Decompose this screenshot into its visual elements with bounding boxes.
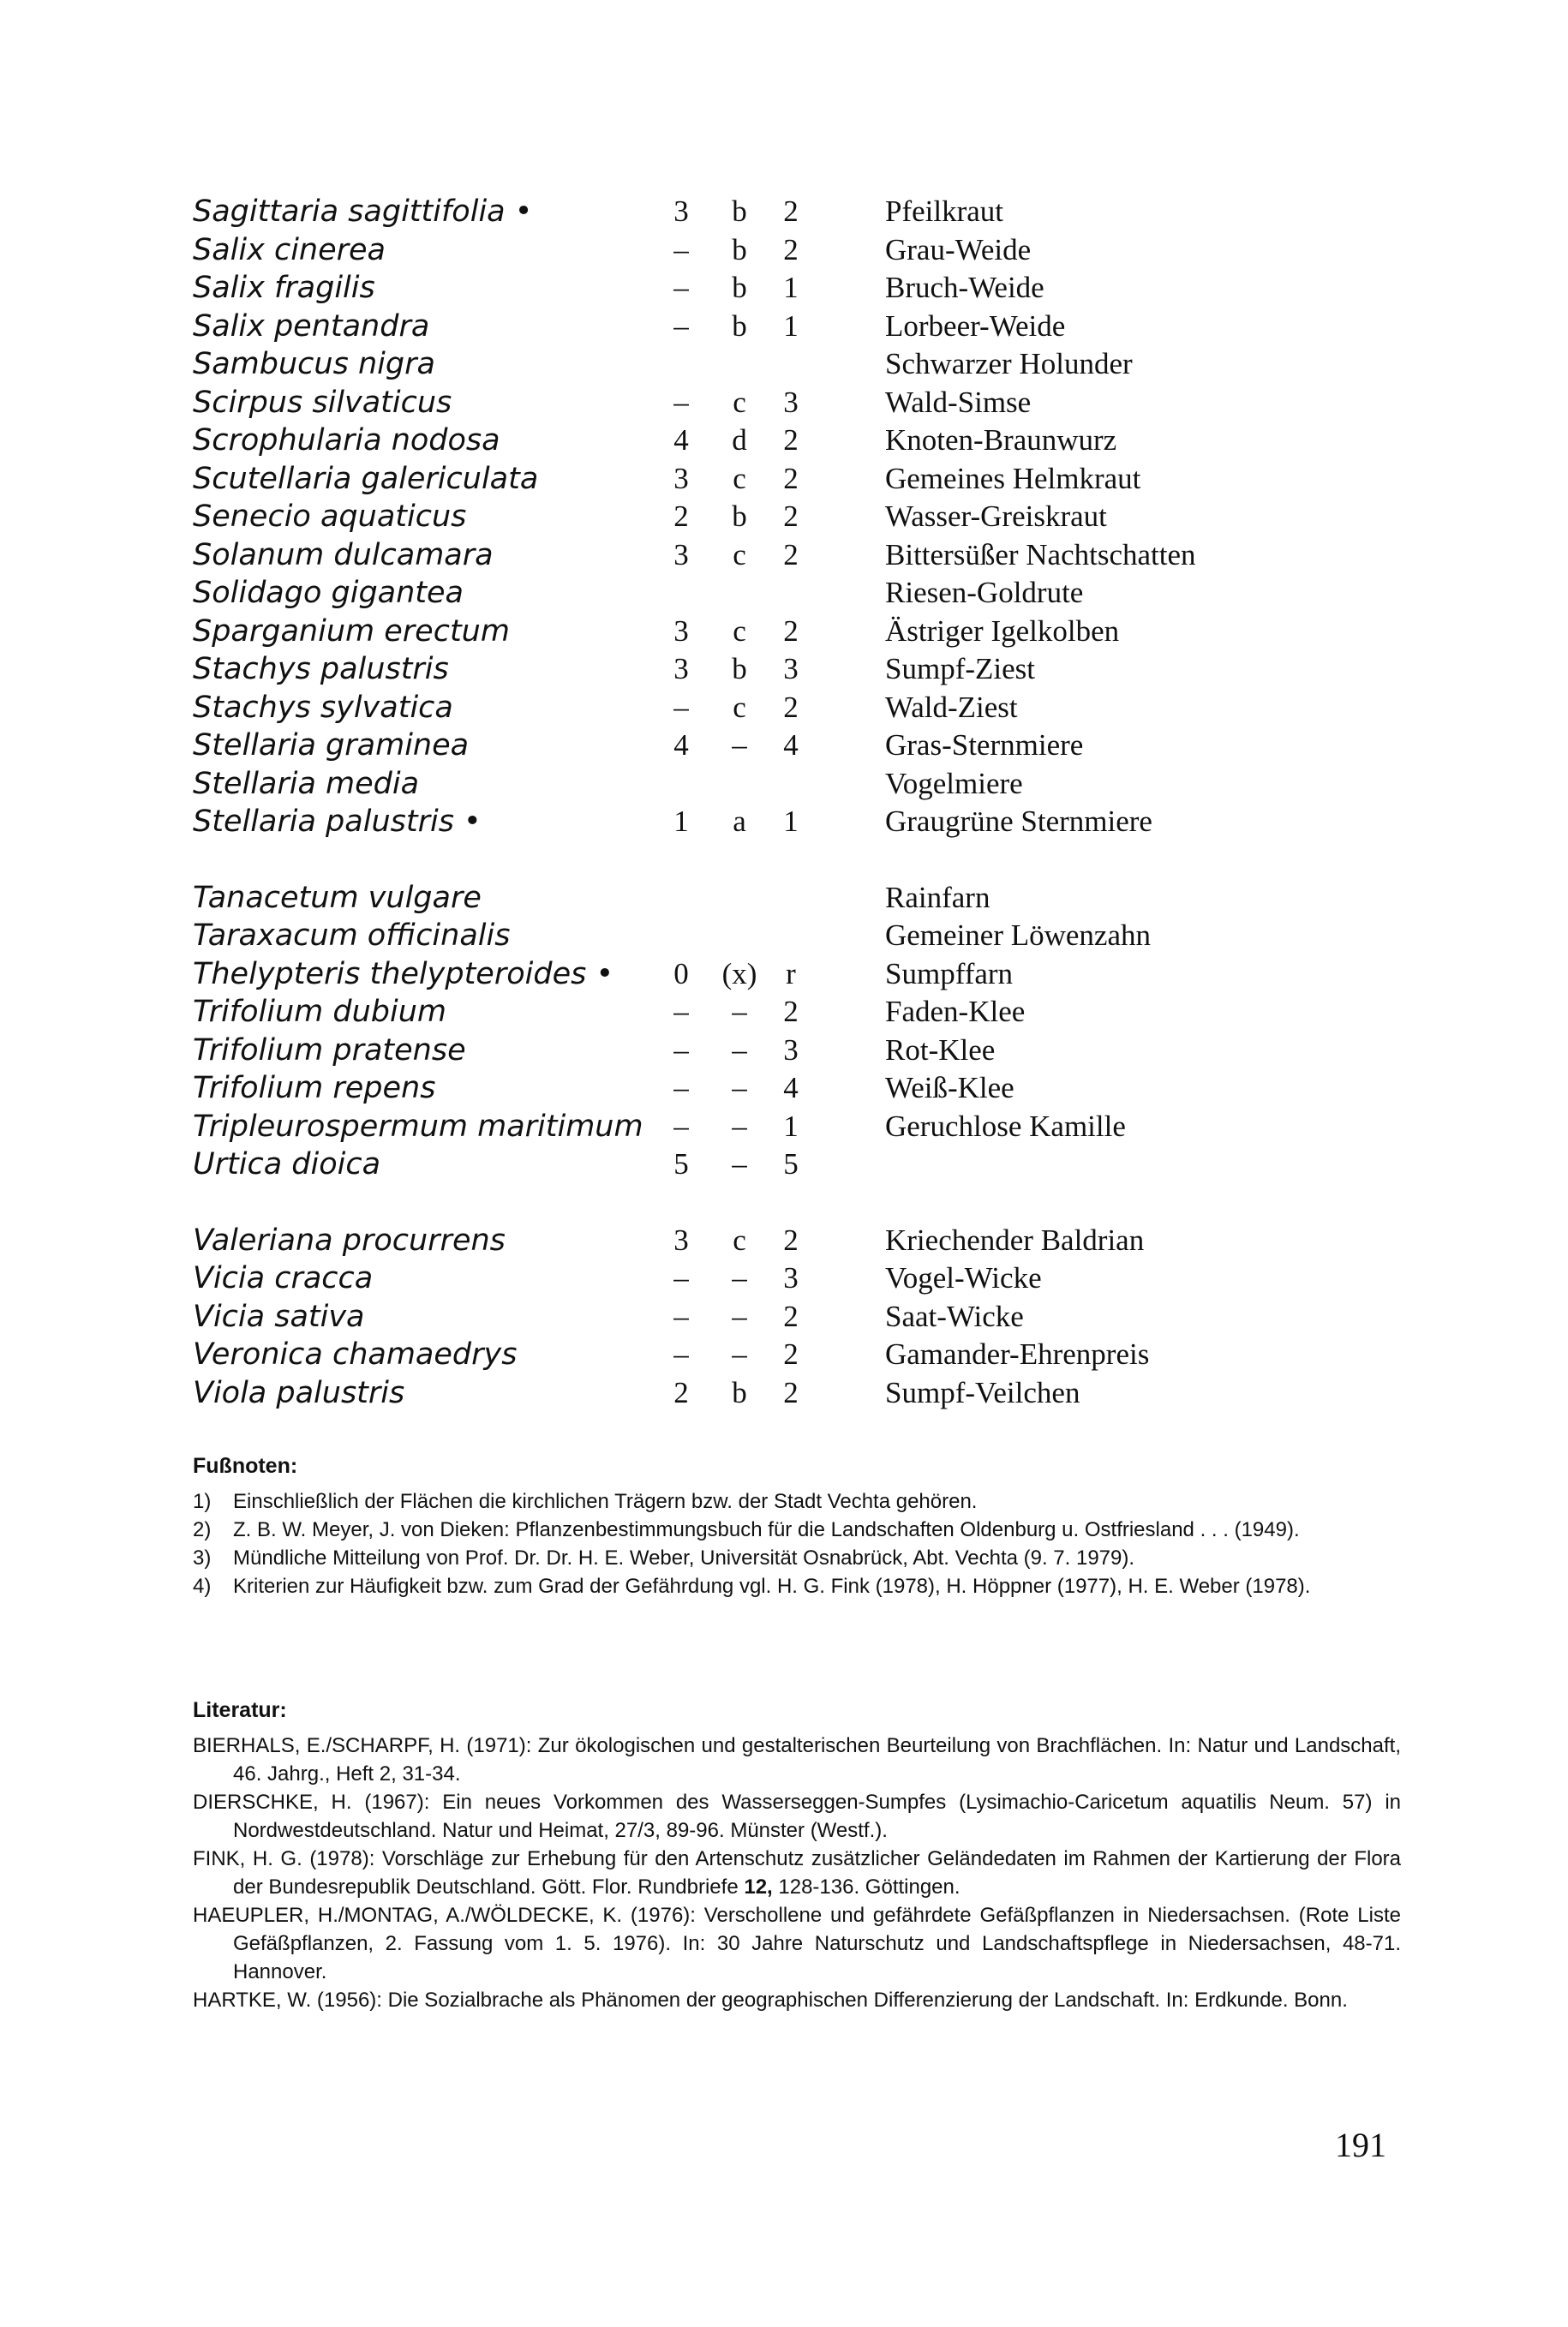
- value-col-1: 3: [673, 537, 689, 571]
- value-col-2: b: [732, 1375, 747, 1409]
- table-row: [193, 727, 1418, 765]
- value-col-2: –: [732, 995, 747, 1028]
- value-col-3: 2: [783, 690, 799, 724]
- value-col-3: 1: [783, 805, 799, 838]
- value-col-2: –: [732, 1261, 747, 1295]
- table-row: [193, 231, 1418, 270]
- german-name: Faden-Klee: [885, 995, 1026, 1028]
- value-col-3: 1: [783, 271, 799, 304]
- literature-heading: Literatur:: [193, 1698, 287, 1722]
- value-col-1: –: [673, 1032, 689, 1067]
- footnote-number: 1): [193, 1490, 212, 1513]
- latin-name: Thelypteris thelypteroides •: [193, 956, 614, 991]
- german-name: Lorbeer-Weide: [885, 308, 1066, 343]
- value-col-2: c: [733, 613, 746, 648]
- footnote-text: Einschließlich der Flächen die kirchlichen Trägern bzw. der Stadt Vechta gehören.: [233, 1490, 978, 1513]
- table-row: [193, 193, 1418, 231]
- literature-item: [193, 1845, 1401, 1901]
- table-row: [193, 384, 1418, 422]
- german-name: Gemeines Helmkraut: [885, 461, 1141, 495]
- value-col-1: 3: [673, 613, 689, 648]
- value-col-1: –: [673, 1109, 689, 1143]
- latin-name: Scrophularia nodosa: [193, 423, 500, 458]
- value-col-3: 2: [783, 995, 799, 1028]
- value-col-2: –: [732, 1299, 747, 1333]
- latin-name: Valeriana procurrens: [193, 1223, 506, 1258]
- value-col-2: –: [732, 1109, 747, 1143]
- german-name: Schwarzer Holunder: [885, 347, 1133, 380]
- table-row: [193, 765, 1418, 804]
- value-col-1: 3: [673, 194, 689, 228]
- literature-text: 128-136. Göttingen.: [772, 1875, 961, 1899]
- value-col-1: –: [673, 1299, 689, 1333]
- value-col-2: –: [732, 1147, 747, 1181]
- literature-item: HAEUPLER, H./MONTAG, A./WÖLDECKE, K. (1976): Verschollene und gefährdete Gefäßpflanzen in Niedersachsen. (Rote Liste Gefäßpflanzen, 2. Fassung vom 1. 5. 1976). In: 30 Jahre Naturschutz und Landschaftspflege in Niedersachsen, 48-71. Hannover.: [193, 1904, 1401, 1983]
- footnote-text: Mündliche Mitteilung von Prof. Dr. Dr. H. E. Weber, Universität Osnabrück, Abt. Vechta (9. 7. 1979).: [233, 1546, 1135, 1570]
- table-row: [193, 1108, 1418, 1146]
- value-col-3: 2: [783, 423, 799, 457]
- german-name: Sumpf-Veilchen: [885, 1375, 1080, 1409]
- latin-name: Trifolium dubium: [193, 995, 446, 1029]
- latin-name: Sagittaria sagittifolia •: [193, 194, 533, 229]
- value-col-1: 3: [673, 1223, 689, 1257]
- value-col-2: –: [732, 1032, 747, 1067]
- german-name: Vogelmiere: [885, 766, 1023, 800]
- value-col-3: 2: [783, 194, 799, 228]
- value-col-2: b: [732, 194, 747, 228]
- table-row: [193, 1259, 1418, 1298]
- value-col-3: 2: [783, 1299, 799, 1333]
- latin-name: Sambucus nigra: [193, 347, 435, 381]
- german-name: Pfeilkraut: [885, 194, 1004, 228]
- footnote-item: [193, 1487, 1401, 1516]
- value-col-3: 3: [783, 385, 799, 419]
- literature-volume: 12,: [744, 1875, 773, 1899]
- value-col-3: 2: [783, 1375, 799, 1409]
- table-row: [193, 460, 1418, 499]
- latin-name: Salix cinerea: [193, 232, 386, 267]
- latin-name: Stellaria graminea: [193, 728, 470, 763]
- literature-item: HARTKE, W. (1956): Die Sozialbrache als Phänomen der geographischen Differenzierung der Landschaft. In: Erdkunde. Bonn.: [193, 1989, 1348, 2012]
- latin-name: Trifolium repens: [193, 1071, 436, 1105]
- german-name: Wald-Ziest: [885, 690, 1018, 724]
- value-col-3: 2: [783, 613, 799, 648]
- literature-section: [193, 1696, 1401, 2014]
- german-name: Sumpffarn: [885, 956, 1014, 990]
- value-col-3: 5: [783, 1147, 799, 1181]
- value-col-2: –: [732, 1071, 747, 1104]
- value-col-3: 1: [783, 1109, 799, 1143]
- latin-name: Viola palustris: [193, 1375, 405, 1410]
- latin-name: Tanacetum vulgare: [193, 880, 482, 915]
- footnote-item: [193, 1544, 1401, 1572]
- footnote-number: 3): [193, 1546, 212, 1570]
- footnote-item: [193, 1516, 1401, 1544]
- value-col-1: –: [673, 308, 689, 343]
- notes-section: [193, 1452, 1401, 1600]
- value-col-1: –: [673, 1337, 689, 1371]
- value-col-2: c: [733, 537, 746, 571]
- german-name: Bruch-Weide: [885, 271, 1044, 304]
- latin-name: Solanum dulcamara: [193, 537, 494, 572]
- literature-text: FINK, H. G. (1978): Vorschläge zur Erhebung für den Artenschutz zusätzlicher Geländedaten im Rahmen der Kartierung der Flora der Bundesrepublik Deutschland. Gött. Flor. Rundbriefe: [193, 1847, 1401, 1899]
- latin-name: Tripleurospermum maritimum: [193, 1109, 643, 1144]
- value-col-2: c: [733, 1223, 746, 1257]
- value-col-1: 1: [673, 805, 689, 838]
- value-col-1: –: [673, 271, 689, 304]
- value-col-3: 2: [783, 1223, 799, 1257]
- table-row: [193, 345, 1418, 384]
- latin-name: Salix fragilis: [193, 271, 375, 305]
- table-row: [193, 1222, 1418, 1260]
- value-col-1: 0: [673, 956, 689, 990]
- value-col-1: 5: [673, 1147, 689, 1181]
- latin-name: Vicia sativa: [193, 1299, 365, 1334]
- value-col-3: 2: [783, 1337, 799, 1371]
- value-col-1: –: [673, 1071, 689, 1104]
- value-col-2: d: [732, 423, 747, 457]
- german-name: Sumpf-Ziest: [885, 652, 1035, 685]
- table-row: [193, 613, 1418, 651]
- table-row: [193, 1374, 1418, 1413]
- value-col-1: 2: [673, 499, 689, 533]
- table-row: [193, 574, 1418, 613]
- german-name: Vogel-Wicke: [885, 1261, 1042, 1295]
- table-row: [193, 689, 1418, 727]
- german-name: Graugrüne Sternmiere: [885, 805, 1152, 838]
- value-col-3: 2: [783, 537, 799, 571]
- value-col-2: b: [732, 652, 747, 685]
- german-name: Ästriger Igelkolben: [885, 613, 1120, 648]
- value-col-1: –: [673, 995, 689, 1028]
- latin-name: Trifolium pratense: [193, 1032, 466, 1068]
- species-group-t-u: [193, 879, 1418, 1184]
- value-col-1: –: [673, 232, 689, 266]
- latin-name: Solidago gigantea: [193, 576, 464, 610]
- value-col-2: c: [733, 690, 746, 724]
- value-col-3: 2: [783, 499, 799, 533]
- german-name: Knoten-Braunwurz: [885, 423, 1117, 457]
- value-col-1: 3: [673, 461, 689, 495]
- value-col-1: 3: [673, 652, 689, 685]
- german-name: Rainfarn: [885, 880, 990, 914]
- latin-name: Salix pentandra: [193, 308, 430, 344]
- german-name: Geruchlose Kamille: [885, 1109, 1126, 1143]
- table-row: [193, 1336, 1418, 1374]
- latin-name: Stellaria media: [193, 766, 420, 801]
- value-col-2: a: [733, 805, 746, 838]
- german-name: Riesen-Goldrute: [885, 576, 1084, 609]
- species-group-s: [193, 193, 1418, 841]
- latin-name: Veronica chamaedrys: [193, 1337, 518, 1372]
- literature-item: BIERHALS, E./SCHARPF, H. (1971): Zur ökologischen und gestalterischen Beurteilung von Brachflächen. In: Natur und Landschaft, 46. Jahrg., Heft 2, 31-34.: [193, 1734, 1401, 1786]
- value-col-2: –: [732, 728, 747, 762]
- value-col-1: 4: [673, 728, 689, 762]
- value-col-1: –: [673, 690, 689, 724]
- value-col-1: –: [673, 385, 689, 419]
- value-col-2: b: [732, 499, 747, 533]
- table-row: [193, 536, 1418, 575]
- footnote-item: [193, 1572, 1401, 1600]
- latin-name: Stellaria palustris •: [193, 805, 482, 839]
- footnote-number: 4): [193, 1575, 212, 1598]
- german-name: Saat-Wicke: [885, 1299, 1024, 1333]
- latin-name: Scutellaria galericulata: [193, 461, 539, 496]
- value-col-3: 3: [783, 1032, 799, 1067]
- value-col-1: 4: [673, 423, 689, 457]
- german-name: Rot-Klee: [885, 1032, 996, 1067]
- species-group-v: [193, 1222, 1418, 1413]
- literature-item: DIERSCHKE, H. (1967): Ein neues Vorkommen des Wasserseggen-Sumpfes (Lysimachio-Caricetum aquatilis Neum. 57) in Nordwestdeutschland. Natur und Heimat, 27/3, 89-96. Münster (Westf.).: [193, 1791, 1401, 1842]
- table-row: [193, 993, 1418, 1032]
- value-col-2: b: [732, 308, 747, 343]
- value-col-2: b: [732, 232, 747, 266]
- table-row: [193, 422, 1418, 460]
- footnote-text: Kriterien zur Häufigkeit bzw. zum Grad der Gefährdung vgl. H. G. Fink (1978), H. Höppner (1977), H. E. Weber (1978).: [233, 1575, 1311, 1598]
- value-col-3: 3: [783, 652, 799, 685]
- latin-name: Sparganium erectum: [193, 613, 510, 649]
- latin-name: Senecio aquaticus: [193, 499, 467, 534]
- german-name: Kriechender Baldrian: [885, 1223, 1145, 1257]
- value-col-1: –: [673, 1261, 689, 1295]
- latin-name: Taraxacum officinalis: [193, 918, 511, 953]
- value-col-2: –: [732, 1337, 747, 1371]
- footnotes-heading: Fußnoten:: [193, 1454, 298, 1478]
- footnote-text: Z. B. W. Meyer, J. von Dieken: Pflanzenbestimmungsbuch für die Landschaften Oldenburg u. Ostfriesland . . . (1949).: [233, 1518, 1300, 1541]
- german-name: Gemeiner Löwenzahn: [885, 918, 1151, 952]
- table-row: [193, 650, 1418, 689]
- value-col-3: 1: [783, 308, 799, 343]
- table-row: [193, 1069, 1418, 1108]
- value-col-2: c: [733, 385, 746, 419]
- value-col-3: 3: [783, 1261, 799, 1295]
- german-name: Gamander-Ehrenpreis: [885, 1337, 1150, 1371]
- table-row: [193, 1146, 1418, 1184]
- value-col-1: 2: [673, 1375, 689, 1409]
- footnote-number: 2): [193, 1518, 212, 1541]
- table-row: [193, 955, 1418, 994]
- table-row: [193, 917, 1418, 955]
- page-number: 191: [1335, 2126, 1386, 2164]
- table-row: [193, 1298, 1418, 1337]
- german-name: Grau-Weide: [885, 232, 1032, 266]
- german-name: Wald-Simse: [885, 385, 1032, 419]
- value-col-2: c: [733, 461, 746, 495]
- value-col-3: 2: [783, 232, 799, 266]
- table-row: [193, 803, 1418, 841]
- latin-name: Stachys palustris: [193, 652, 449, 686]
- latin-name: Scirpus silvaticus: [193, 385, 452, 420]
- value-col-3: 2: [783, 461, 799, 495]
- table-row: [193, 498, 1418, 536]
- german-name: Weiß-Klee: [885, 1071, 1014, 1104]
- table-row: [193, 1032, 1418, 1070]
- latin-name: Urtica dioica: [193, 1147, 381, 1181]
- value-col-3: 4: [783, 1071, 799, 1104]
- table-row: [193, 308, 1418, 346]
- latin-name: Vicia cracca: [193, 1261, 374, 1295]
- value-col-3: r: [786, 956, 796, 990]
- german-name: Gras-Sternmiere: [885, 728, 1084, 762]
- german-name: Bittersüßer Nachtschatten: [885, 537, 1196, 571]
- table-row: [193, 269, 1418, 308]
- german-name: Wasser-Greiskraut: [885, 499, 1107, 533]
- species-table: [193, 193, 1418, 1450]
- value-col-3: 4: [783, 728, 799, 762]
- value-col-2: (x): [721, 956, 757, 990]
- table-row: [193, 879, 1418, 918]
- latin-name: Stachys sylvatica: [193, 690, 453, 725]
- value-col-2: b: [732, 271, 747, 304]
